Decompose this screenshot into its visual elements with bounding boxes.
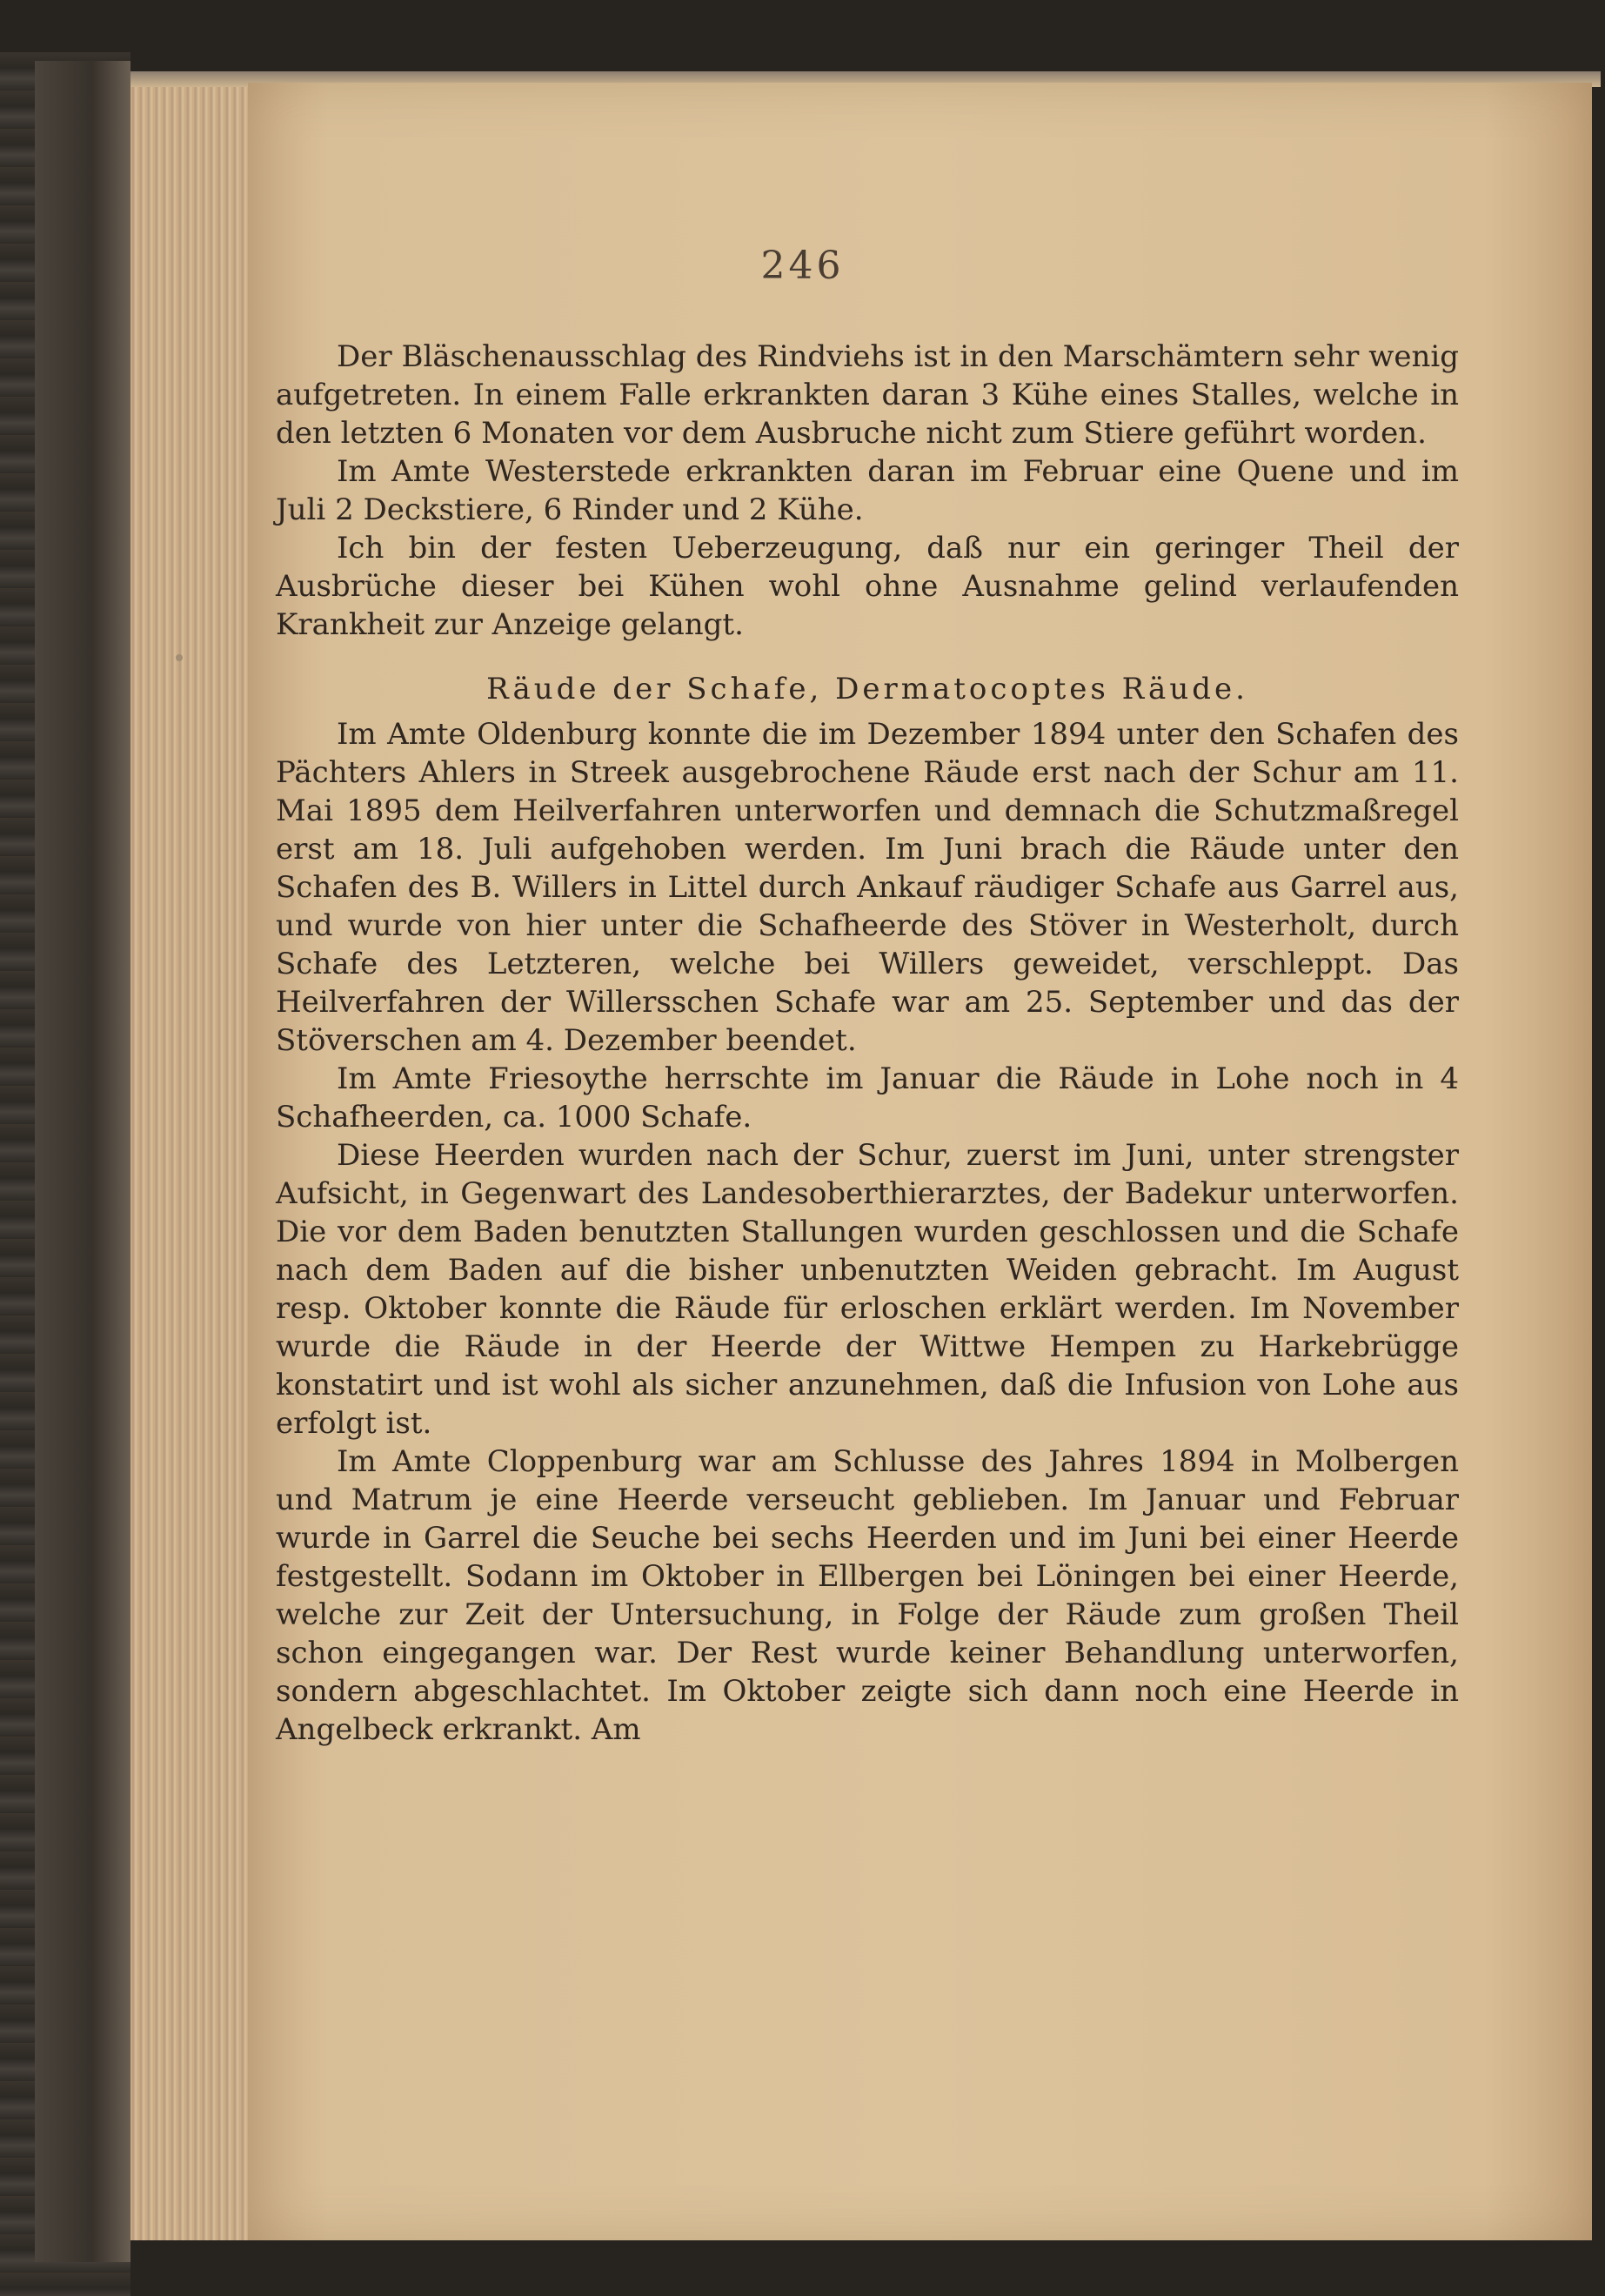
page-number: 246 bbox=[760, 244, 845, 288]
paragraph: Ich bin der festen Ueberzeugung, daß nur ein geringer Theil der Ausbrüche dieser bei Kühen wohl ohne Ausnahme gelind verlaufenden Krankheit zur Anzeige gelangt. bbox=[276, 531, 1459, 642]
paragraph: Im Amte Westerstede erkrankten daran im Februar eine Quene und im Juli 2 Deckstiere, 6 Rinder und 2 Kühe. bbox=[276, 454, 1459, 527]
paragraph: Diese Heerden wurden nach der Schur, zuerst im Juni, unter strengster Aufsicht, in Gegenwart des Landesoberthierarztes, der Badekur unterworfen. Die vor dem Baden benutzten Stallungen wurden geschlossen und die Schafe nach dem Baden auf die bisher unbenutzten Weiden gebracht. Im August resp. Oktober konnte die Räude für erloschen erklärt werden. Im November wurde die Räude in der Heerde der Wittwe Hempen zu Harkebrügge konstatirt und ist wohl als sicher anzunehmen, daß die Infusion von Lohe aus erfolgt ist. bbox=[276, 1138, 1459, 1441]
section-heading: Räude der Schafe, Dermatocoptes Räude. bbox=[486, 672, 1248, 706]
cover-edge bbox=[35, 61, 130, 2262]
paragraph: Der Bläschenausschlag des Rindviehs ist in den Marschämtern sehr wenig aufgetreten. In einem Falle erkrankten daran 3 Kühe eines Stalles, welche in den letzten 6 Monaten vor dem Ausbruche nicht zum Stiere geführt worden. bbox=[276, 339, 1459, 451]
page-stack-edge bbox=[130, 83, 252, 2240]
paragraph: Im Amte Oldenburg konnte die im Dezember 1894 unter den Schafen des Pächters Ahlers in Streek ausgebrochene Räude erst nach der Schur am 11. Mai 1895 dem Heilverfahren unterworfen und demnach die Schutzmaßregel erst am 18. Juli aufgehoben werden. Im Juni brach die Räude unter den Schafen des B. Willers in Littel durch Ankauf räudiger Schafe aus Garrel aus, und wurde von hier unter die Schafheerde des Stöver in Westerholt, durch Schafe des Letzteren, welche bei Willers geweidet, verschleppt. Das Heilverfahren der Willersschen Schafe war am 25. September und das der Stöverschen am 4. Dezember beendet. bbox=[276, 717, 1459, 1058]
paragraph: Im Amte Cloppenburg war am Schlusse des Jahres 1894 in Molbergen und Matrum je eine Heerde verseucht geblieben. Im Januar und Februar wurde in Garrel die Seuche bei sechs Heerden und im Juni bei einer Heerde festgestellt. Sodann im Oktober in Ellbergen bei Löningen bei einer Heerde, welche zur Zeit der Untersuchung, in Folge der Räude zum großen Theil schon eingegangen war. Der Rest wurde keiner Behandlung unterworfen, sondern abgeschlachtet. Im Oktober zeigte sich dann noch eine Heerde in Angelbeck erkrankt. Am bbox=[276, 1444, 1459, 1747]
paragraph: Im Amte Friesoythe herrschte im Januar die Räude in Lohe noch in 4 Schafheerden, ca. 1000 Schafe. bbox=[276, 1061, 1459, 1135]
page-body bbox=[276, 338, 1459, 1749]
ink-dot bbox=[176, 654, 183, 661]
